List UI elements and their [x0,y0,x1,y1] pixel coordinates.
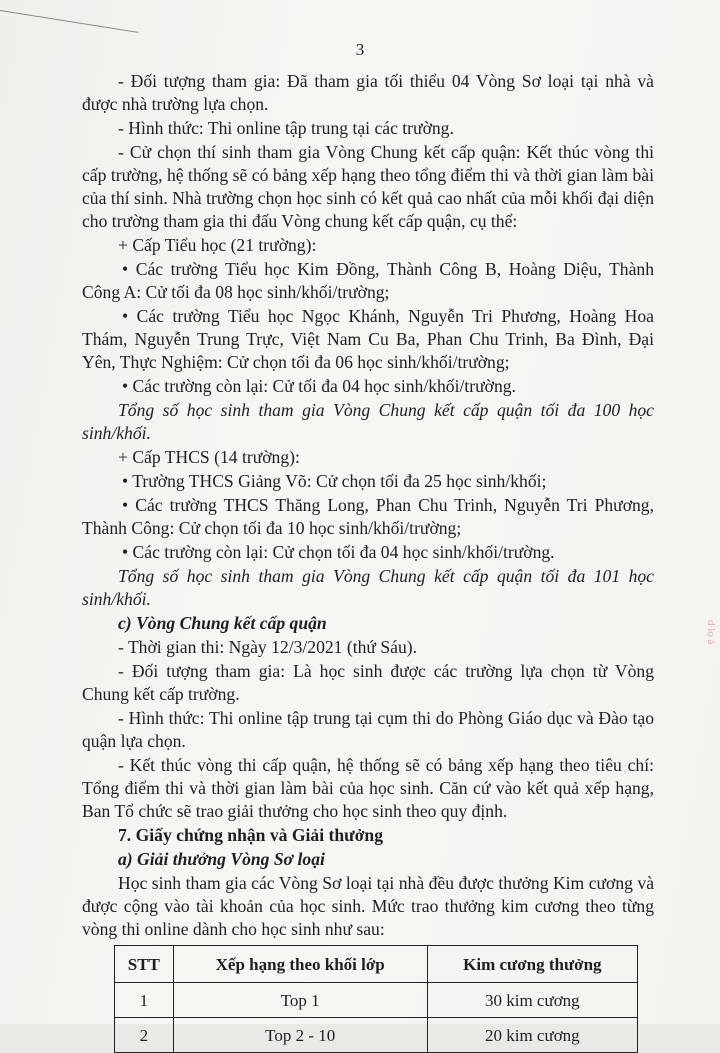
document-body [82,70,654,1053]
cell-ranking: Top 1 [173,983,427,1018]
section-heading-final-round: c) Vòng Chung kết cấp quận [118,613,327,633]
cell-reward: 20 kim cương [427,1018,637,1053]
cell-stt: 1 [115,983,174,1018]
table-row [115,983,638,1018]
bullet-primary-3: • Các trường còn lại: Cử tối đa 04 học sinh/khối/trường. [122,376,516,396]
total-secondary: Tổng số học sinh tham gia Vòng Chung kết cấp quận tối đa 101 học sinh/khối. [82,566,654,609]
paragraph-selection: - Cử chọn thí sinh tham gia Vòng Chung kết cấp quận: Kết thúc vòng thi cấp trường, hệ thống sẽ có bảng xếp hạng theo tổng điểm thi và thời gian làm bài của thí sinh. Nhà trường chọn học sinh có kết quả cao nhất của mỗi khối đại diện cho trường tham gia thi đấu Vòng chung kết cấp quận, cụ thể: [82,142,654,231]
section-heading-awards: 7. Giấy chứng nhận và Giải thưởng [118,825,384,845]
header-diamond-reward: Kim cương thưởng [427,946,637,983]
paragraph-exam-date: - Thời gian thi: Ngày 12/3/2021 (thứ Sáu). [118,637,418,657]
paragraph-format: - Hình thức: Thi online tập trung tại các trường. [118,118,454,138]
table-header-row [115,946,638,983]
cell-reward: 30 kim cương [427,983,637,1018]
margin-stamp-mark: d lọ ả [705,620,717,645]
table-row [115,1018,638,1053]
paragraph-final-participants: - Đối tượng tham gia: Là học sinh được các trường lựa chọn từ Vòng Chung kết cấp trường. [82,661,654,704]
page-number: 3 [355,40,365,59]
header-stt: STT [115,946,174,983]
heading-secondary-level: + Cấp THCS (14 trường): [118,447,300,467]
paragraph-participants: - Đối tượng tham gia: Đã tham gia tối thiểu 04 Vòng Sơ loại tại nhà và được nhà trường lựa chọn. [82,71,654,114]
total-primary: Tổng số học sinh tham gia Vòng Chung kết cấp quận tối đa 100 học sinh/khối. [82,400,654,443]
cell-ranking: Top 2 - 10 [173,1018,427,1053]
cell-stt: 2 [115,1018,174,1053]
subsection-heading-preliminary-awards: a) Giải thưởng Vòng Sơ loại [118,849,325,869]
bullet-primary-1: • Các trường Tiểu học Kim Đồng, Thành Công B, Hoàng Diệu, Thành Công A: Cử tối đa 08 học sinh/khối/trường; [82,259,654,302]
bullet-secondary-2: • Các trường THCS Thăng Long, Phan Chu Trinh, Nguyễn Tri Phương, Thành Công: Cử chọn tối đa 10 học sinh/khối/trường; [82,495,654,538]
paragraph-final-ranking: - Kết thúc vòng thi cấp quận, hệ thống sẽ có bảng xếp hạng theo tiêu chí: Tổng điểm thi và thời gian làm bài của học sinh. Căn cứ vào kết quả xếp hạng, Ban Tổ chức sẽ trao giải thưởng cho học sinh theo quy định. [82,755,654,821]
paragraph-final-format: - Hình thức: Thi online tập trung tại cụm thi do Phòng Giáo dục và Đào tạo quận lựa chọn. [82,708,654,751]
header-ranking: Xếp hạng theo khối lớp [173,946,427,983]
scan-edge-line [0,10,138,33]
bullet-secondary-1: • Trường THCS Giảng Võ: Cử chọn tối đa 25 học sinh/khối; [122,471,547,491]
bullet-secondary-3: • Các trường còn lại: Cử chọn tối đa 04 học sinh/khối/trường. [122,542,555,562]
paragraph-diamond-rewards: Học sinh tham gia các Vòng Sơ loại tại nhà đều được thưởng Kim cương và được cộng vào tài khoản của học sinh. Mức trao thưởng kim cương theo từng vòng thi online dành cho học sinh như sau: [82,873,654,939]
bullet-primary-2: • Các trường Tiểu học Ngọc Khánh, Nguyễn Tri Phương, Hoàng Hoa Thám, Nguyễn Trung Trực, Việt Nam Cu Ba, Phan Chu Trinh, Ba Đình, Đại Yên, Thực Nghiệm: Cử chọn tối đa 06 học sinh/khối/trường; [82,306,654,372]
awards-table [114,945,638,1053]
heading-primary-level: + Cấp Tiểu học (21 trường): [118,235,317,255]
